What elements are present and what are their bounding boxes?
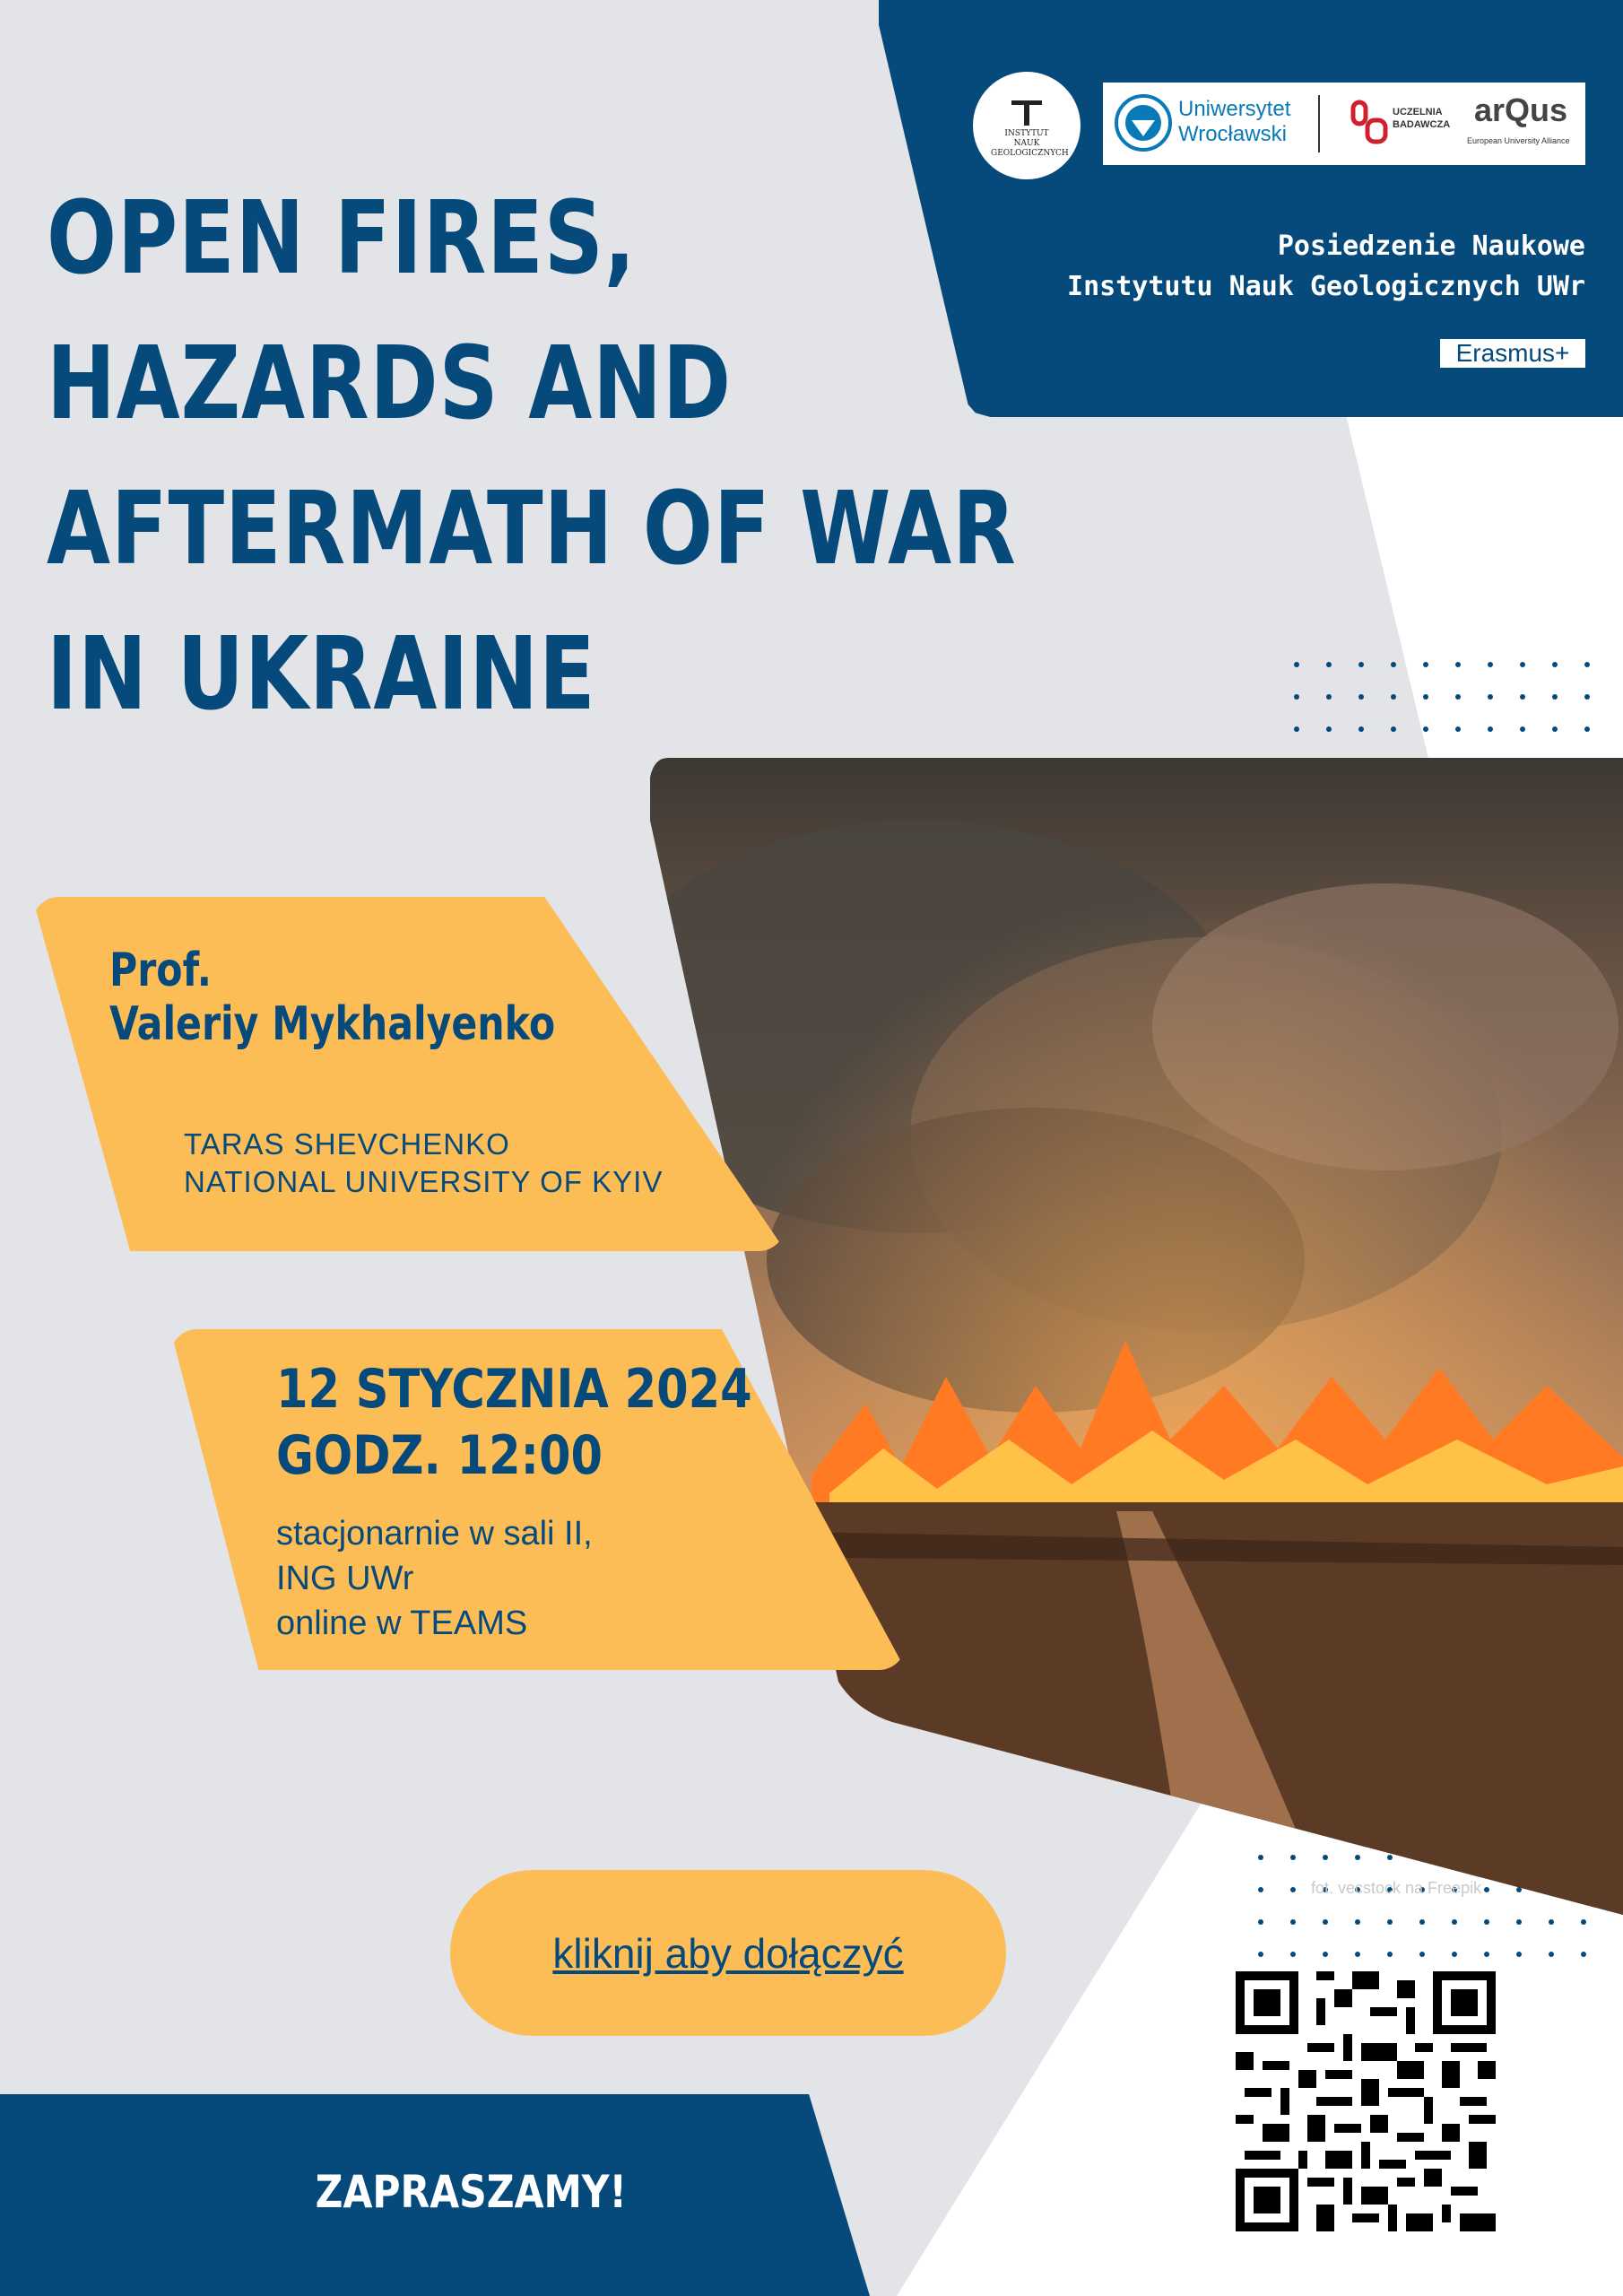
speaker-name: [109, 944, 555, 1051]
partner-logos: [1103, 83, 1585, 165]
footer-invitation: ZAPRASZAMY!: [315, 2166, 627, 2218]
location-line: ING UWr: [276, 1560, 414, 1597]
join-meeting-link[interactable]: kliknij aby dołączyć: [450, 1870, 1006, 2036]
logo-divider: [1318, 95, 1320, 152]
speaker-affiliation: [184, 1126, 663, 1201]
affiliation-line: TARAS SHEVCHENKO: [184, 1127, 510, 1161]
title-line: AFTERMATH OF WAR: [47, 471, 1017, 587]
meeting-title: [906, 226, 1585, 307]
photo-credit: fot. vecstock na Freepik: [1311, 1879, 1482, 1897]
erasmus-logo: Erasmus+: [1440, 339, 1585, 368]
university-crest-icon: [1114, 93, 1173, 152]
dots-decoration-top: [1291, 659, 1596, 758]
speaker-full-name: Valeriy Mykhalyenko: [109, 997, 556, 1051]
page-title: [47, 166, 1017, 747]
event-date: 12 STYCZNIA 2024: [276, 1358, 752, 1421]
hammer-icon: [1004, 93, 1049, 129]
research-logo-text: UCZELNIA BADAWCZA: [1393, 107, 1451, 130]
meeting-title-line2: Instytutu Nauk Geologicznych UWr: [1067, 271, 1585, 302]
event-time: GODZ. 12:00: [276, 1424, 603, 1487]
title-line: OPEN FIRES,: [47, 180, 637, 297]
research-university-icon: [1350, 99, 1393, 149]
title-line: HAZARDS AND: [47, 326, 732, 442]
affiliation-line: NATIONAL UNIVERSITY OF KYIV: [184, 1165, 664, 1198]
wildfire-photo: [650, 758, 1623, 1915]
arqus-logo-text: arQus: [1474, 91, 1568, 128]
event-date-time: [276, 1356, 752, 1489]
location-line: online w TEAMS: [276, 1605, 528, 1642]
arqus-sub-text: European University Alliance: [1467, 136, 1570, 145]
speaker-title: Prof.: [109, 944, 212, 997]
title-line: IN UKRAINE: [47, 616, 596, 733]
event-location: [276, 1511, 593, 1646]
university-logo-text: Uniwersytet Wrocławski: [1178, 97, 1291, 146]
location-line: stacjonarnie w sali II,: [276, 1515, 593, 1552]
institute-logo-text: INSTYTUT NAUK GEOLOGICZNYCH: [991, 128, 1069, 158]
institute-logo: [973, 72, 1081, 179]
meeting-title-line1: Posiedzenie Naukowe: [1277, 230, 1585, 262]
qr-code[interactable]: [1236, 1971, 1496, 2231]
